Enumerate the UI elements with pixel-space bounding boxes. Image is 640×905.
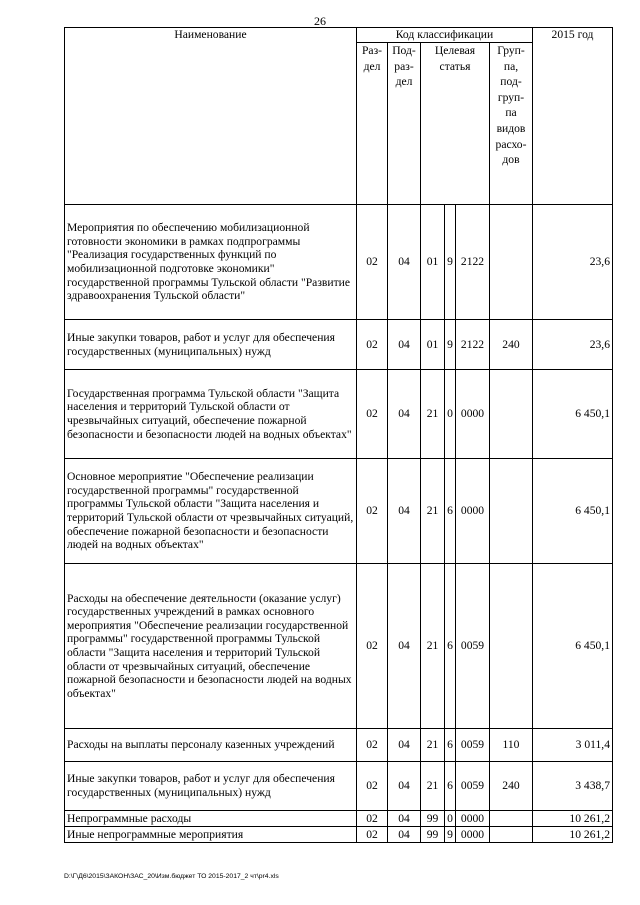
row-target-direction: 0059 [456, 564, 490, 729]
row-razdel: 02 [357, 459, 388, 564]
row-target-program: 21 [421, 459, 445, 564]
row-amount: 6 450,1 [533, 370, 613, 459]
row-expense-type: 240 [490, 762, 533, 811]
row-amount: 23,6 [533, 205, 613, 320]
row-podrazdel: 04 [388, 827, 421, 843]
header-classification: Код классификации [357, 28, 533, 43]
row-target-direction: 0059 [456, 729, 490, 762]
row-target-program: 99 [421, 811, 445, 827]
row-expense-type [490, 205, 533, 320]
row-amount: 10 261,2 [533, 827, 613, 843]
table-row [65, 762, 613, 811]
table-header [65, 28, 613, 205]
header-year: 2015 год [533, 28, 613, 205]
row-name: Основное мероприятие "Обеспечение реализации государственной программы" государственной программы Тульской области "Защита населения и территорий Тульской области от чрезвычайных ситуаций, обеспечение пожарной безопасности и безопасности людей на водных объектах" [65, 459, 357, 564]
header-expense-group: Груп- па, под- груп- па видов расхо- дов [490, 43, 533, 205]
table-row [65, 811, 613, 827]
row-amount: 6 450,1 [533, 459, 613, 564]
row-target-program: 21 [421, 370, 445, 459]
row-amount: 3 011,4 [533, 729, 613, 762]
row-podrazdel: 04 [388, 205, 421, 320]
row-expense-type [490, 811, 533, 827]
budget-table [64, 27, 613, 843]
row-podrazdel: 04 [388, 811, 421, 827]
row-amount: 6 450,1 [533, 564, 613, 729]
row-target-subprogram: 9 [445, 205, 456, 320]
row-target-direction: 0059 [456, 762, 490, 811]
table-row [65, 564, 613, 729]
row-target-program: 01 [421, 320, 445, 370]
row-amount: 23,6 [533, 320, 613, 370]
header-podrazdel: Под- раз- дел [388, 43, 421, 205]
table-row [65, 827, 613, 843]
row-target-program: 01 [421, 205, 445, 320]
row-razdel: 02 [357, 811, 388, 827]
row-podrazdel: 04 [388, 320, 421, 370]
row-target-direction: 0000 [456, 370, 490, 459]
table-row [65, 729, 613, 762]
row-target-direction: 0000 [456, 459, 490, 564]
row-target-subprogram: 0 [445, 370, 456, 459]
row-podrazdel: 04 [388, 459, 421, 564]
row-expense-type: 110 [490, 729, 533, 762]
row-razdel: 02 [357, 762, 388, 811]
row-target-subprogram: 9 [445, 827, 456, 843]
row-name: Иные закупки товаров, работ и услуг для обеспечения государственных (муниципальных) нужд [65, 762, 357, 811]
row-target-program: 99 [421, 827, 445, 843]
row-name: Непрограммные расходы [65, 811, 357, 827]
page-number: 26 [314, 14, 326, 28]
row-razdel: 02 [357, 370, 388, 459]
header-target-article: Целевая статья [421, 43, 490, 205]
row-target-subprogram: 0 [445, 811, 456, 827]
row-target-subprogram: 6 [445, 762, 456, 811]
row-target-subprogram: 6 [445, 564, 456, 729]
row-expense-type [490, 370, 533, 459]
table-row [65, 320, 613, 370]
row-expense-type: 240 [490, 320, 533, 370]
row-name: Иные закупки товаров, работ и услуг для обеспечения государственных (муниципальных) нужд [65, 320, 357, 370]
row-podrazdel: 04 [388, 370, 421, 459]
row-name: Иные непрограммные мероприятия [65, 827, 357, 843]
row-razdel: 02 [357, 320, 388, 370]
row-podrazdel: 04 [388, 762, 421, 811]
row-target-direction: 2122 [456, 205, 490, 320]
row-target-program: 21 [421, 729, 445, 762]
table-body [65, 205, 613, 843]
row-target-subprogram: 6 [445, 459, 456, 564]
row-podrazdel: 04 [388, 729, 421, 762]
row-name: Государственная программа Тульской области "Защита населения и территорий Тульской области от чрезвычайных ситуаций, обеспечение пожарной безопасности и безопасности людей на водных объектах" [65, 370, 357, 459]
row-expense-type [490, 827, 533, 843]
row-razdel: 02 [357, 827, 388, 843]
row-target-direction: 0000 [456, 827, 490, 843]
row-name: Расходы на обеспечение деятельности (оказание услуг) государственных учреждений в рамках основного мероприятия "Обеспечение реализации государственной программы" государственной программы Тульской области "Защита населения и территорий Тульской области от чрезвычайных ситуаций, обеспечение пожарной безопасности и безопасности людей на водных объектах" [65, 564, 357, 729]
header-name: Наименование [65, 28, 357, 205]
row-target-subprogram: 9 [445, 320, 456, 370]
row-name: Расходы на выплаты персоналу казенных учреждений [65, 729, 357, 762]
row-razdel: 02 [357, 205, 388, 320]
row-target-direction: 0000 [456, 811, 490, 827]
table-row [65, 370, 613, 459]
file-path-footer: D:\Г\Д6\2015\ЗАКОН\ЗАС_20\Изм.бюджет ТО 2015-2017_2 чт\pr4.xls [64, 873, 279, 880]
row-amount: 3 438,7 [533, 762, 613, 811]
row-target-subprogram: 6 [445, 729, 456, 762]
row-razdel: 02 [357, 729, 388, 762]
row-amount: 10 261,2 [533, 811, 613, 827]
header-razdel: Раз- дел [357, 43, 388, 205]
row-target-direction: 2122 [456, 320, 490, 370]
row-name: Мероприятия по обеспечению мобилизационной готовности экономики в рамках подпрограммы "Реализация государственных функций по мобилизационной подготовке экономики" государственной программы Тульской области "Развитие здравоохранения Тульской области" [65, 205, 357, 320]
row-target-program: 21 [421, 564, 445, 729]
table-row [65, 459, 613, 564]
row-expense-type [490, 459, 533, 564]
row-podrazdel: 04 [388, 564, 421, 729]
table-row [65, 205, 613, 320]
row-expense-type [490, 564, 533, 729]
row-razdel: 02 [357, 564, 388, 729]
row-target-program: 21 [421, 762, 445, 811]
